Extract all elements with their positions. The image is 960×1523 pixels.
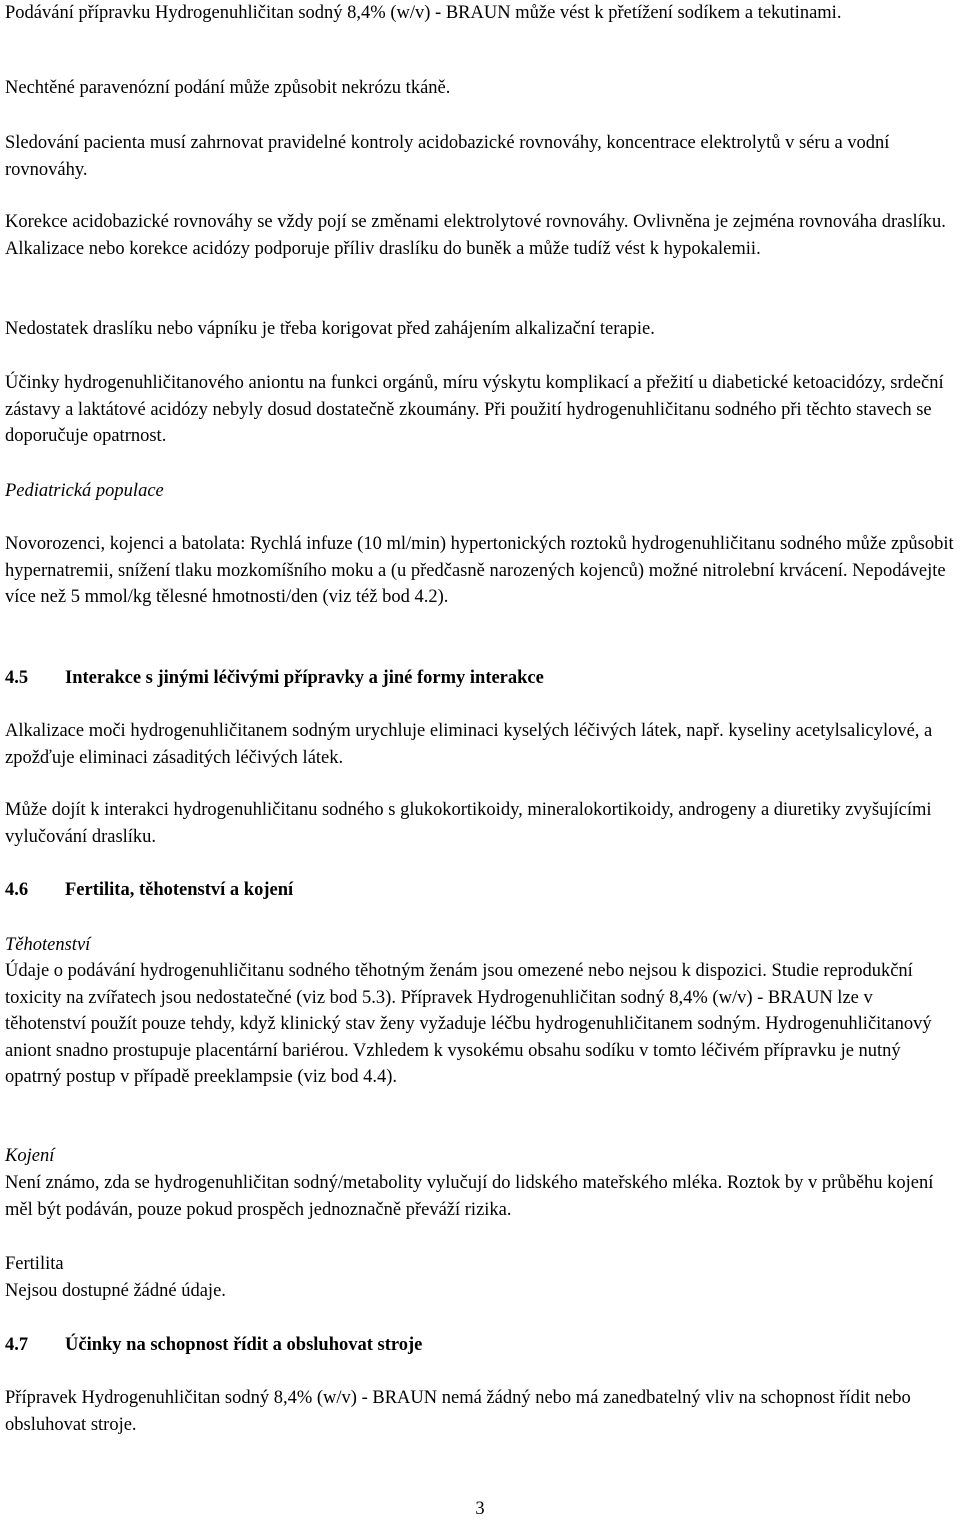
paragraph-urine-alkalization: Alkalizace moči hydrogenuhličitanem sodným urychluje eliminaci kyselých léčivých látek, např. kyseliny acetylsalicylové, a zpožďuje eliminaci zásaditých léčivých látek. bbox=[5, 721, 933, 768]
subheading-pregnancy: Těhotenství bbox=[5, 935, 91, 955]
subheading-lactation: Kojení bbox=[5, 1146, 55, 1166]
paragraph-lactation: Není známo, zda se hydrogenuhličitan sodný/metabolity vylučují do lidského mateřského mléka. Roztok by v průběhu kojení měl být podáván, pouze pokud prospěch jednoznačně převáží rizika. bbox=[5, 1173, 934, 1220]
paragraph-interaction-corticoids: Může dojít k interakci hydrogenuhličitanu sodného s glukokortikoidy, mineralokortikoidy, androgeny a diuretiky zvyšujícími vylučování draslíku. bbox=[5, 800, 932, 847]
paragraph-paravenous: Nechtěné paravenózní podání může způsobit nekrózu tkáně. bbox=[5, 78, 451, 98]
section-title: Interakce s jinými léčivými přípravky a jiné formy interakce bbox=[65, 668, 544, 688]
section-title: Účinky na schopnost řídit a obsluhovat stroje bbox=[65, 1335, 423, 1355]
paragraph-pregnancy: Údaje o podávání hydrogenuhličitanu sodného těhotným ženám jsou omezené nebo nejsou k dispozici. Studie reprodukční toxicity na zvířatech jsou nedostatečné (viz bod 5.3). Přípravek Hydrogenuhličitan sodný 8,4% (w/v) - BRAUN lze v těhotenství použít pouze tehdy, když klinický stav ženy vyžaduje léčbu hydrogenuhličitanem sodným. Hydrogenuhličitanový aniont snadno prostupuje placentární bariérou. Vzhledem k vysokému obsahu sodíku v tomto léčivém přípravku je nutný opatrný postup v případě preeklampsie (viz bod 4.4). bbox=[5, 961, 932, 1087]
section-heading-4-6 bbox=[5, 877, 955, 904]
paragraph-fertility: Nejsou dostupné žádné údaje. bbox=[5, 1281, 226, 1301]
paragraph-monitoring: Sledování pacienta musí zahrnovat pravidelné kontroly acidobazické rovnováhy, koncentrace elektrolytů v séru a vodní rovnováhy. bbox=[5, 133, 890, 180]
paragraph-electrolyte-balance: Korekce acidobazické rovnováhy se vždy pojí se změnami elektrolytové rovnováhy. Ovlivněna je zejména rovnováha draslíku. Alkalizace nebo korekce acidózy podporuje příliv draslíku do buněk a může tudíž vést k hypokalemii. bbox=[5, 212, 946, 259]
subheading-fertility: Fertilita bbox=[5, 1254, 64, 1274]
page-number: 3 bbox=[475, 1499, 485, 1519]
subheading-pediatric: Pediatrická populace bbox=[5, 481, 164, 501]
section-title: Fertilita, těhotenství a kojení bbox=[65, 880, 294, 900]
paragraph-bicarbonate-effects: Účinky hydrogenuhličitanového aniontu na funkci orgánů, míru výskytu komplikací a přežití u diabetické ketoacidózy, srdeční zástavy a laktátové acidózy nebyly dosud dostatečně zkoumány. Při použití hydrogenuhličitanu sodného při těchto stavech se doporučuje opatrnost. bbox=[5, 373, 944, 446]
paragraph-potassium-calcium: Nedostatek draslíku nebo vápníku je třeba korigovat před zahájením alkalizační terapie. bbox=[5, 319, 655, 339]
paragraph-sodium-overload: Podávání přípravku Hydrogenuhličitan sodný 8,4% (w/v) - BRAUN může vést k přetížení sodíkem a tekutinami. bbox=[5, 3, 842, 23]
paragraph-driving: Přípravek Hydrogenuhličitan sodný 8,4% (w/v) - BRAUN nemá žádný nebo má zanedbatelný vliv na schopnost řídit nebo obsluhovat stroje. bbox=[5, 1388, 911, 1435]
section-number: 4.5 bbox=[5, 668, 29, 688]
section-heading-4-5 bbox=[5, 665, 955, 692]
section-number: 4.7 bbox=[5, 1335, 29, 1355]
paragraph-pediatric: Novorozenci, kojenci a batolata: Rychlá infuze (10 ml/min) hypertonických roztoků hydrogenuhličitanu sodného může způsobit hypernatremii, snížení tlaku mozkomíšního moku a (u předčasně narozených kojenců) možné nitrolební krvácení. Nepodávejte více než 5 mmol/kg tělesné hmotnosti/den (viz též bod 4.2). bbox=[5, 534, 954, 607]
section-number: 4.6 bbox=[5, 880, 29, 900]
section-heading-4-7 bbox=[5, 1332, 955, 1359]
